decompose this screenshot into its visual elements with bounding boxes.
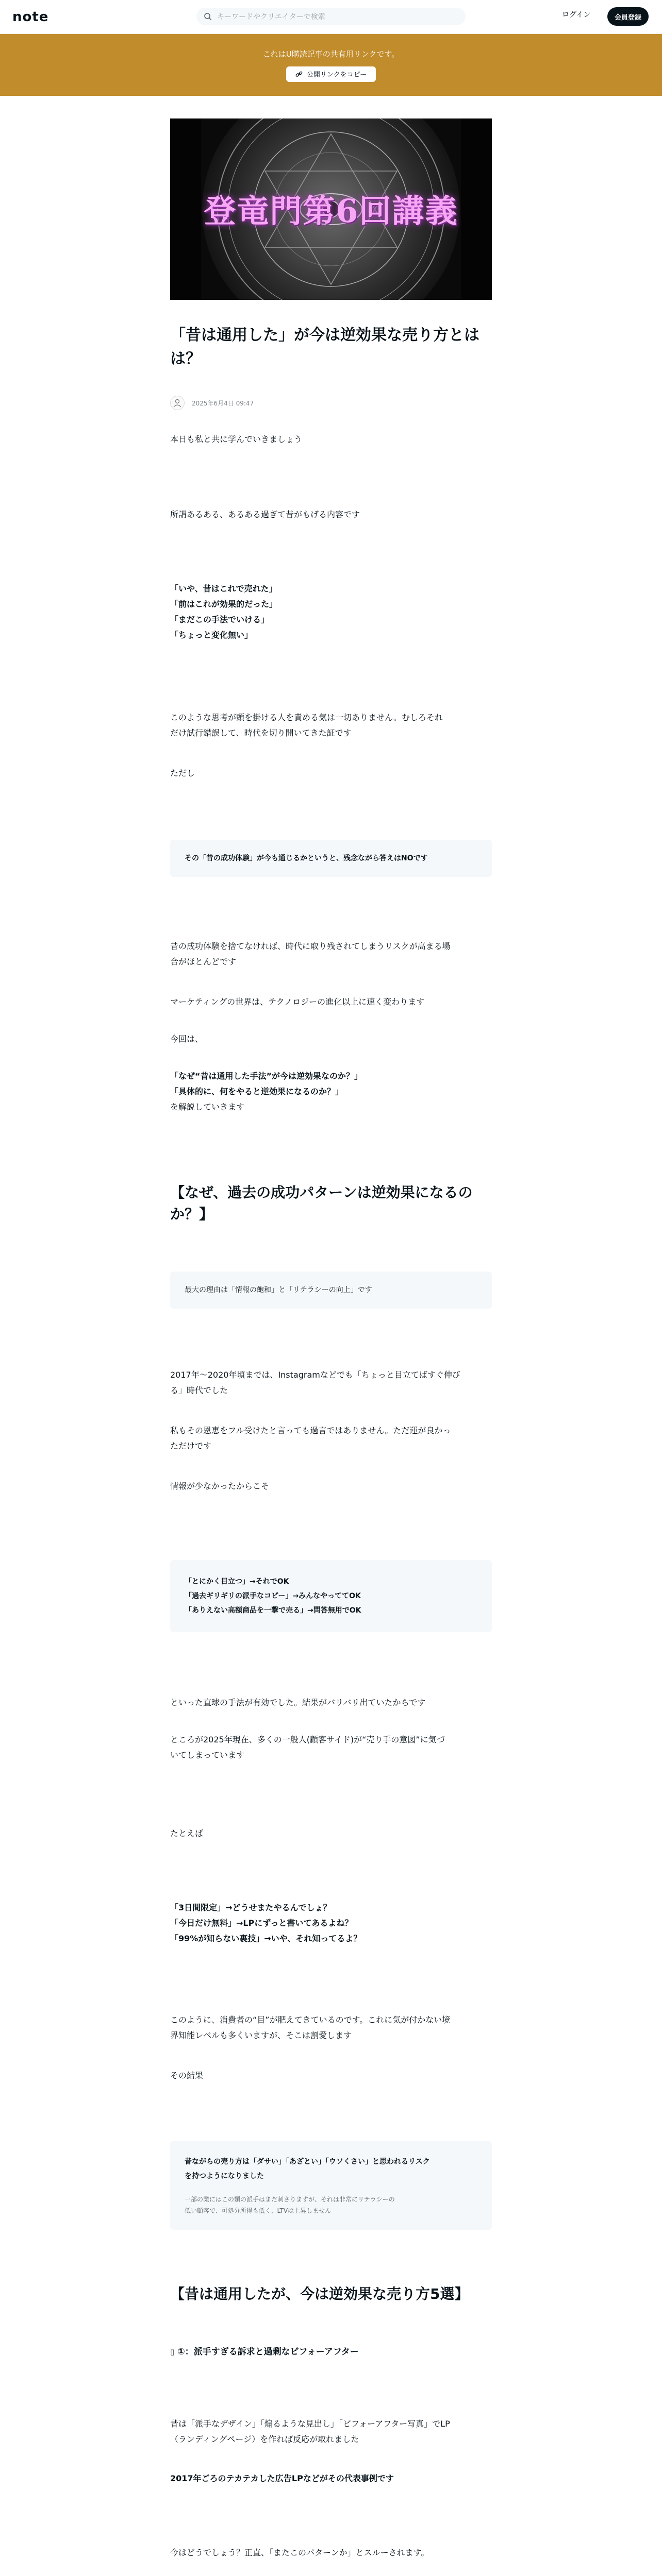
paragraph: [170, 2012, 492, 2043]
paragraph-line: このように、消費者の“目”が肥えてきているのです。これに気が付かない境: [170, 2015, 451, 2025]
article-title: [170, 324, 492, 371]
paragraph-line: る」時代でした: [170, 1385, 228, 1395]
avatar[interactable]: [170, 396, 185, 410]
quote-line: 「とにかく目立つ」→それでOK: [185, 1578, 289, 1586]
paragraph: たとえば: [170, 1828, 204, 1838]
quote-line: を持つようになりました: [185, 2172, 264, 2180]
list-item: 「まだこの手法でいける」: [170, 615, 270, 624]
paragraph-line: 合がほとんどです: [170, 957, 237, 967]
paragraph-line: 界知能レベルも多くいますが、そこは割愛します: [170, 2030, 352, 2040]
copy-public-link-button[interactable]: [286, 66, 376, 82]
paragraph: [170, 2416, 492, 2447]
paragraph: [170, 1367, 492, 1398]
paragraph-line: いてしまっています: [170, 1750, 245, 1760]
blockquote: [170, 1560, 492, 1632]
share-link-banner: [0, 34, 662, 96]
section-heading: [170, 1182, 492, 1225]
paragraph-line: 昔は「派手なデザイン」「煽るような見出し」「ビフォーアフター写真」でLP: [170, 2419, 450, 2429]
blockquote: 最大の理由は「情報の飽和」と「リテラシーの向上」です: [170, 1272, 492, 1309]
heading-line: 【なぜ、過去の成功パターンは逆効果になるの: [170, 1184, 473, 1201]
paragraph: 本日も私と共に学んでいきましょう: [170, 434, 303, 444]
login-button[interactable]: ログイン: [562, 11, 591, 19]
blockquote: [170, 2141, 492, 2230]
paragraph: といった直球の手法が有効でした。結果がバリバリ出ていたからです: [170, 1698, 426, 1707]
paragraph: 今回は、: [170, 1034, 204, 1044]
link-icon: [295, 71, 303, 78]
checkbox-icon: ▯: [170, 2347, 175, 2357]
paragraph: 今はどうでしょう？正直、「またこのパターンか」とスルーされます。: [170, 2548, 429, 2557]
quote-line: 「ありえない高額商品を一撃で売る」→問答無用でOK: [185, 1606, 361, 1615]
signup-button[interactable]: 会員登録: [607, 7, 649, 26]
list-item: 「3日間限定」→どうせまたやるんでしょ？: [170, 1903, 332, 1912]
list-item: 「いや、昔はこれで売れた」: [170, 584, 277, 594]
paragraph: 所謂あるある、あるある過ぎて昔がもげる内容です: [170, 510, 360, 519]
blockquote: その「昔の成功体験」が今も通じるかというと、残念ながら答えはNOです: [170, 840, 492, 877]
search-input[interactable]: [196, 8, 466, 25]
paragraph: [170, 1423, 492, 1454]
paragraph-line: を解説していきます: [170, 1102, 245, 1112]
user-icon: [173, 398, 182, 408]
paragraph-line: 私もその恩恵をフル受けたと言っても過言ではありません。ただ運が良かっ: [170, 1426, 451, 1435]
quote-note: 一部の業にはこの類の派手はまだ刺さりますが、それは非常にリテラシーの: [185, 2196, 395, 2203]
search-placeholder: キーワードやクリエイターで検索: [217, 13, 325, 21]
paragraph: [170, 710, 492, 741]
hero-image: [170, 118, 492, 300]
copy-link-label: 公開リンクをコピー: [306, 71, 367, 79]
article-title-line: は？: [170, 350, 201, 368]
list-item: 「具体的に、何をやると逆効果になるのか？」: [170, 1087, 344, 1096]
list-item: 「今日だけ無料」→LPにずっと書いてあるよね？: [170, 1918, 353, 1928]
paragraph: マーケティングの世界は、テクノロジーの進化以上に速く変わります: [170, 997, 425, 1007]
site-header: [0, 0, 662, 34]
paragraph: その結果: [170, 2071, 204, 2080]
paragraph: [170, 939, 492, 970]
list-item: 「99%が知らない裏技」→いや、それ知ってるよ？: [170, 1934, 362, 1943]
author-row: [170, 396, 492, 410]
section-heading: 【昔は通用したが、今は逆効果な売り方5選】: [170, 2285, 469, 2302]
paragraph: 2017年ごろのテカテカした広告LPなどがその代表事例です: [170, 2473, 394, 2483]
paragraph-line: ただけです: [170, 1441, 212, 1451]
quote-line: 昔ながらの売り方は「ダサい」「あざとい」「ウソくさい」と思われるリスク: [185, 2158, 430, 2166]
paragraph: [170, 1069, 492, 1115]
paragraph-line: だけ試行錯誤して、時代を切り開いてきた証です: [170, 728, 352, 738]
list-item: 「ちょっと変化無い」: [170, 630, 253, 640]
sub-heading-text: ①：派手すぎる訴求と過剰なビフォーアフター: [177, 2347, 359, 2357]
article-title-line: 「昔は通用した」が今は逆効果な売り方とは: [170, 326, 479, 344]
banner-text: これはU購読記事の共有用リンクです。: [262, 49, 400, 59]
publish-date: 2025年6月4日 09:47: [192, 399, 254, 407]
paragraph-line: 2017年〜2020年頃までは、Instagramなどでも「ちょっと目立てばすぐ伸び: [170, 1370, 460, 1380]
quote-line: 「過去ギリギリの派手なコピー」→みんなやっててOK: [185, 1592, 361, 1600]
note-logo[interactable]: note: [12, 9, 49, 25]
bold-list: [170, 581, 492, 643]
paragraph-line: このような思考が頭を掛ける人を責める気は一切ありません。むしろそれ: [170, 713, 443, 722]
hero-title: 登竜門第6回講義: [204, 192, 458, 230]
spacer: [185, 2183, 477, 2194]
paragraph: 情報が少なかったからこそ: [170, 1481, 270, 1491]
list-item: 「なぜ“昔は通用した手法”が今は逆効果なのか？」: [170, 1071, 363, 1081]
paragraph: ただし: [170, 768, 195, 778]
heading-line: か？】: [170, 1206, 214, 1223]
quote-note: 低い顧客で、可処分所得も低く、LTVは上昇しません: [185, 2207, 332, 2214]
paragraph-line: ところが2025年現在、多くの一般人(顧客サイド)が“売り手の意図”に気づ: [170, 1735, 445, 1744]
list-item: 「前はこれが効果的だった」: [170, 599, 278, 609]
sub-heading: [170, 2344, 492, 2360]
paragraph-line: 昔の成功体験を捨てなければ、時代に取り残されてしまうリスクが高まる場: [170, 941, 451, 951]
paragraph: [170, 1732, 492, 1763]
bold-list: [170, 1900, 492, 1946]
search-icon: [204, 12, 212, 21]
paragraph-line: （ランディングページ）を作れば反応が取れました: [170, 2434, 359, 2444]
